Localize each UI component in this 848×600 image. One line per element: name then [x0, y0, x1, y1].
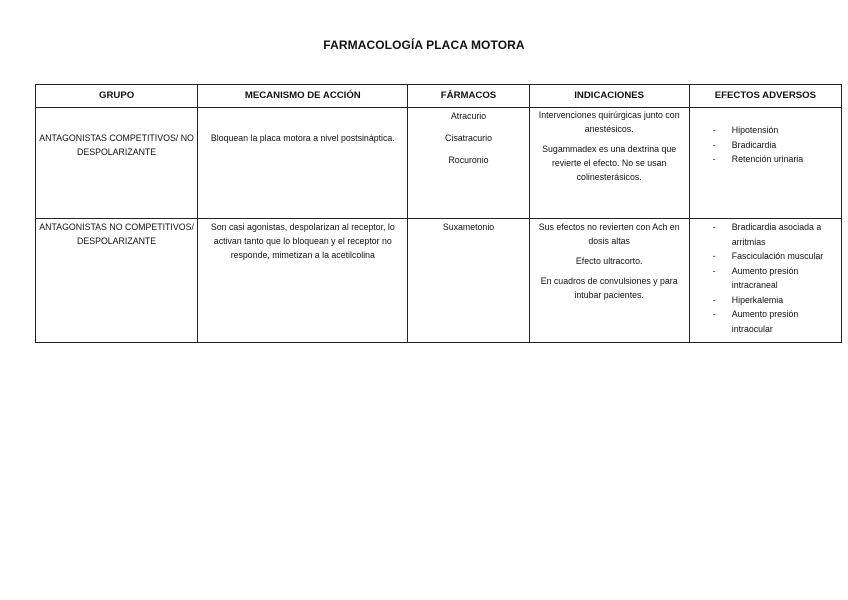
- pharmacology-table: [35, 84, 842, 343]
- list-item: - Hiperkalemia: [712, 294, 784, 305]
- cell-farmacos: [408, 219, 529, 343]
- list-item: - Aumento presión intracraneal: [712, 265, 799, 290]
- table-row: [36, 219, 842, 343]
- indication-text: En cuadros de convulsiones y para intubar pacientes.: [540, 276, 678, 300]
- table-header-row: [36, 85, 842, 108]
- effects-list: [693, 123, 838, 167]
- list-item: - Fasciculación muscular: [712, 251, 824, 261]
- cell-indicaciones: [529, 219, 689, 343]
- header-efectos: EFECTOS ADVERSOS: [689, 85, 841, 108]
- drug-name: Atracurio: [450, 111, 487, 121]
- drug-name: Suxametonio: [442, 222, 495, 232]
- cell-mecanismo: Bloquean la placa motora a nivel postsináptica.: [198, 108, 408, 219]
- drug-name: Rocuronio: [448, 155, 489, 165]
- cell-grupo: ANTAGONISTAS NO COMPETITIVOS/ DESPOLARIZANTE: [36, 219, 198, 343]
- list-item: - Aumento presión intraocular: [712, 309, 799, 334]
- indication-text: Sugammadex es una dextrina que revierte el efecto. No se usan colinesterásicos.: [542, 144, 677, 182]
- header-mecanismo: MECANISMO DE ACCIÓN: [198, 85, 408, 108]
- list-item: - Hipotensión: [712, 125, 779, 135]
- drug-name: Cisatracurio: [445, 133, 492, 143]
- indication-text: Intervenciones quirúrgicas junto con anestésicos.: [538, 110, 680, 134]
- cell-farmacos: [408, 108, 529, 219]
- header-farmacos: FÁRMACOS: [408, 85, 529, 108]
- header-indicaciones: INDICACIONES: [529, 85, 689, 108]
- cell-efectos: [689, 219, 841, 343]
- page-title: FARMACOLOGÍA PLACA MOTORA: [323, 38, 525, 52]
- cell-mecanismo: Son casi agonistas, despolarizan al receptor, lo activan tanto que lo bloquean y el receptor no responde, mimetizan a la acetilcolina: [198, 219, 408, 343]
- indication-text: Efecto ultracorto.: [575, 256, 643, 266]
- cell-efectos: [689, 108, 841, 219]
- list-item: - Bradicardia asociada a arritmias: [712, 222, 822, 247]
- cell-grupo: ANTAGONISTAS COMPETITIVOS/ NO DESPOLARIZANTE: [36, 108, 198, 219]
- indication-text: Sus efectos no revierten con Ach en dosis altas: [538, 222, 680, 246]
- header-grupo: GRUPO: [36, 85, 198, 108]
- list-item: - Bradicardia: [712, 139, 777, 150]
- table-row: [36, 108, 842, 219]
- effects-list: [693, 220, 838, 336]
- list-item: - Retención urinaria: [712, 154, 804, 164]
- cell-indicaciones: [529, 108, 689, 219]
